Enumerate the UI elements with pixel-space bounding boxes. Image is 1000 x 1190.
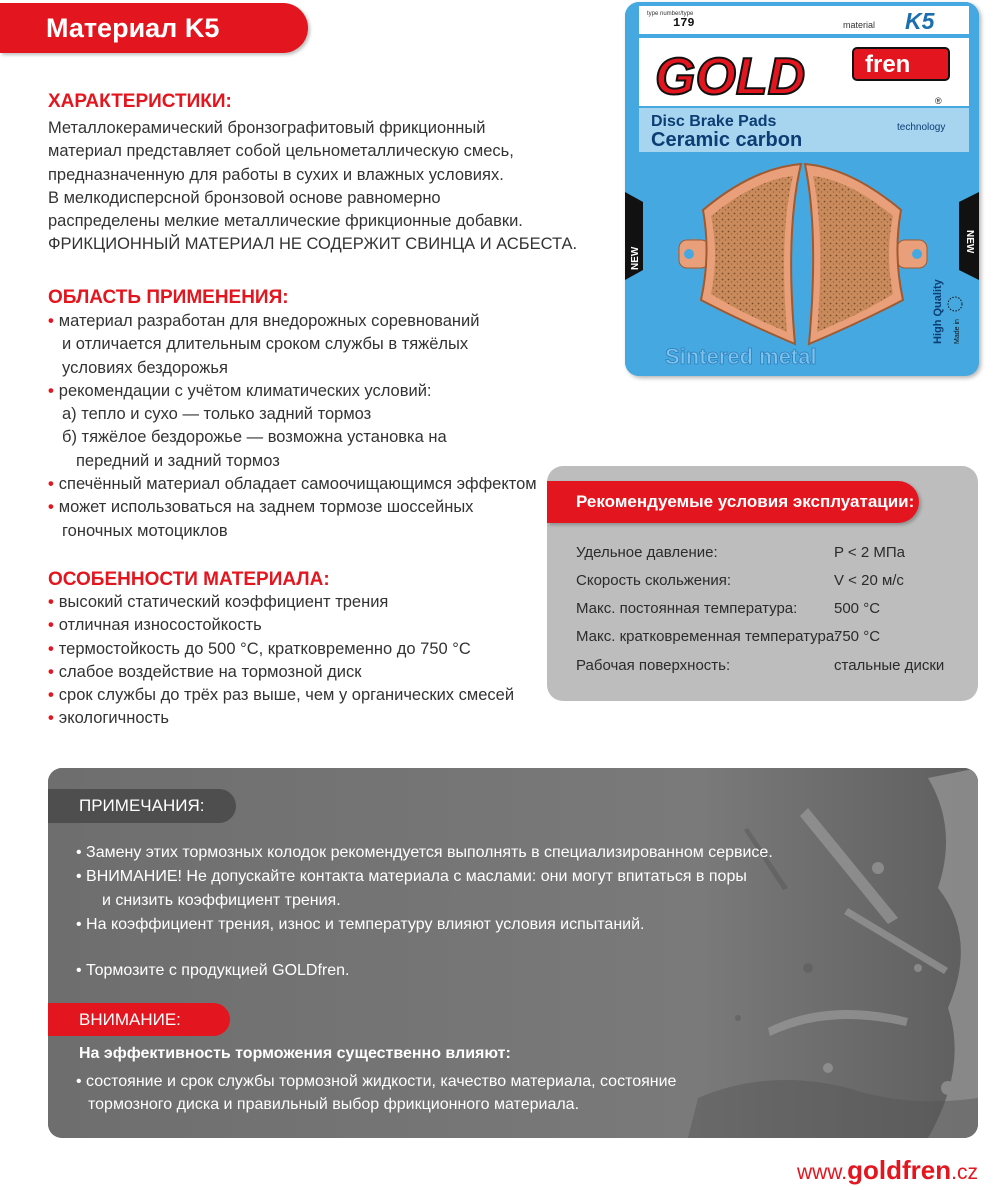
list-item-sub: передний и задний тормоз [76,451,280,470]
list-item: • может использоваться на заднем тормозе шоссейных [48,498,474,517]
new-badge-left: NEW [630,246,641,270]
characteristics-line: материал представляет собой цельнометаллическую смесь, [48,142,514,161]
product-box-image [625,2,979,376]
website-name: goldfren [847,1155,952,1185]
note-item-cont: и снизить коэффициент трения. [102,892,341,909]
list-item-text: рекомендации с учётом климатических условий: [58,381,432,400]
made-in-text: Made in [954,319,961,344]
warning-heading: ВНИМАНИЕ: [48,1003,230,1036]
page-title: Материал K5 [0,3,308,53]
note-item: • ВНИМАНИЕ! Не допускайте контакта материала с маслами: они могут впитаться в поры [76,868,747,885]
list-item-cont: условиях бездорожья [62,358,228,377]
characteristics-text [48,117,577,257]
type-number-label: type number/type [647,11,694,17]
condition-value: 750 °C [834,628,881,645]
list-item: • отличная износостойкость [48,616,262,635]
list-item-text: высокий статический коэффициент трения [58,593,389,611]
sintered-metal-text: Sintered metal [665,344,817,369]
condition-label: Рабочая поверхность: [576,657,731,674]
list-item: • слабое воздействие на тормозной диск [48,662,362,681]
ceramic-carbon-text: Ceramic carbon [651,129,803,151]
warning-line: тормозного диска и правильный выбор фрикционного материала. [88,1096,580,1113]
list-item-text: материал разработан для внедорожных соревнований [58,312,480,330]
list-item-text: отличная износостойкость [58,616,262,635]
note-item: • На коэффициент трения, износ и температуру влияют условия испытаний. [76,916,645,933]
condition-value: стальные диски [834,657,945,674]
list-item-cont: и отличается длительным сроком службы в тяжёлых [62,335,469,354]
website-link[interactable] [797,1155,978,1186]
application-list [48,310,537,543]
high-quality-text: High Quality [932,279,944,344]
notes-heading: ПРИМЕЧАНИЯ: [48,789,236,823]
characteristics-heading: ХАРАКТЕРИСТИКИ: [48,91,232,112]
material-label: material [843,20,876,30]
application-heading: ОБЛАСТЬ ПРИМЕНЕНИЯ: [48,287,289,308]
condition-value: V < 20 м/с [834,572,904,589]
list-item: • срок службы до трёх раз выше, чем у органических смесей [48,686,515,705]
features-list [48,591,514,731]
brand-fren-text: fren [865,51,911,78]
new-badge-right: NEW [964,230,975,254]
characteristics-line: ФРИКЦИОННЫЙ МАТЕРИАЛ НЕ СОДЕРЖИТ СВИНЦА И АСБЕСТА. [48,235,578,254]
list-item-sub: б) тяжёлое бездорожье — возможна установка на [62,428,447,447]
warning-line: • состояние и срок службы тормозной жидкости, качество материала, состояние [76,1073,677,1090]
material-code: K5 [905,8,935,34]
conditions-heading: Рекомендуемые условия эксплуатации: [547,481,919,523]
condition-label: Удельное давление: [576,544,718,561]
features-heading: ОСОБЕННОСТИ МАТЕРИАЛА: [48,569,330,590]
condition-label: Скорость скольжения: [576,572,732,589]
type-number: 179 [673,16,695,30]
list-item: • экологичность [48,709,169,728]
list-item-text: термостойкость до 500 °C, кратковременно до 750 °C [58,639,471,658]
registered-mark: ® [935,96,942,106]
warning-lead: На эффективность торможения существенно влияют: [79,1045,511,1062]
characteristics-line: распределены мелкие металлические фрикционные добавки. [48,212,523,231]
note-item: • Замену этих тормозных колодок рекомендуется выполнять в специализированном сервисе. [76,844,773,861]
list-item-sub: а) тепло и сухо — только задний тормоз [62,405,372,424]
website-prefix: www. [796,1161,848,1184]
list-item: • спечённый материал обладает самоочищающимся эффектом [48,475,537,494]
list-item-text: может использоваться на заднем тормозе шоссейных [58,498,474,517]
list-item: • рекомендации с учётом климатических условий: [48,381,432,400]
list-item-text: слабое воздействие на тормозной диск [58,662,362,681]
list-item: • термостойкость до 500 °C, кратковременно до 750 °C [48,639,471,658]
note-item: • Тормозите с продукцией GOLDfren. [76,962,350,979]
list-item-cont: гоночных мотоциклов [62,521,228,540]
list-item-text: экологичность [58,709,169,728]
product-box-illustration [625,2,979,376]
list-item: • материал разработан для внедорожных соревнований [48,312,480,330]
characteristics-line: Металлокерамический бронзографитовый фрикционный [48,119,486,137]
characteristics-line: предназначенную для работы в сухих и влажных условиях. [48,165,504,184]
characteristics-line: В мелкодисперсной бронзовой основе равномерно [48,188,441,207]
condition-label: Макс. постоянная температура: [576,600,798,617]
list-item-text: спечённый материал обладает самоочищающимся эффектом [58,475,537,494]
technology-text: technology [897,122,946,133]
condition-label: Макс. кратковременная температура: [576,628,839,645]
website-suffix: .cz [951,1161,978,1184]
condition-value: P < 2 МПа [834,544,905,561]
brand-gold-text: GOLD [655,48,806,106]
list-item: • высокий статический коэффициент трения [48,593,389,611]
warning-text [76,1070,676,1116]
disc-brake-pads-text: Disc Brake Pads [651,113,777,130]
list-item-text: срок службы до трёх раз выше, чем у органических смесей [58,686,515,705]
condition-value: 500 °C [834,600,881,617]
